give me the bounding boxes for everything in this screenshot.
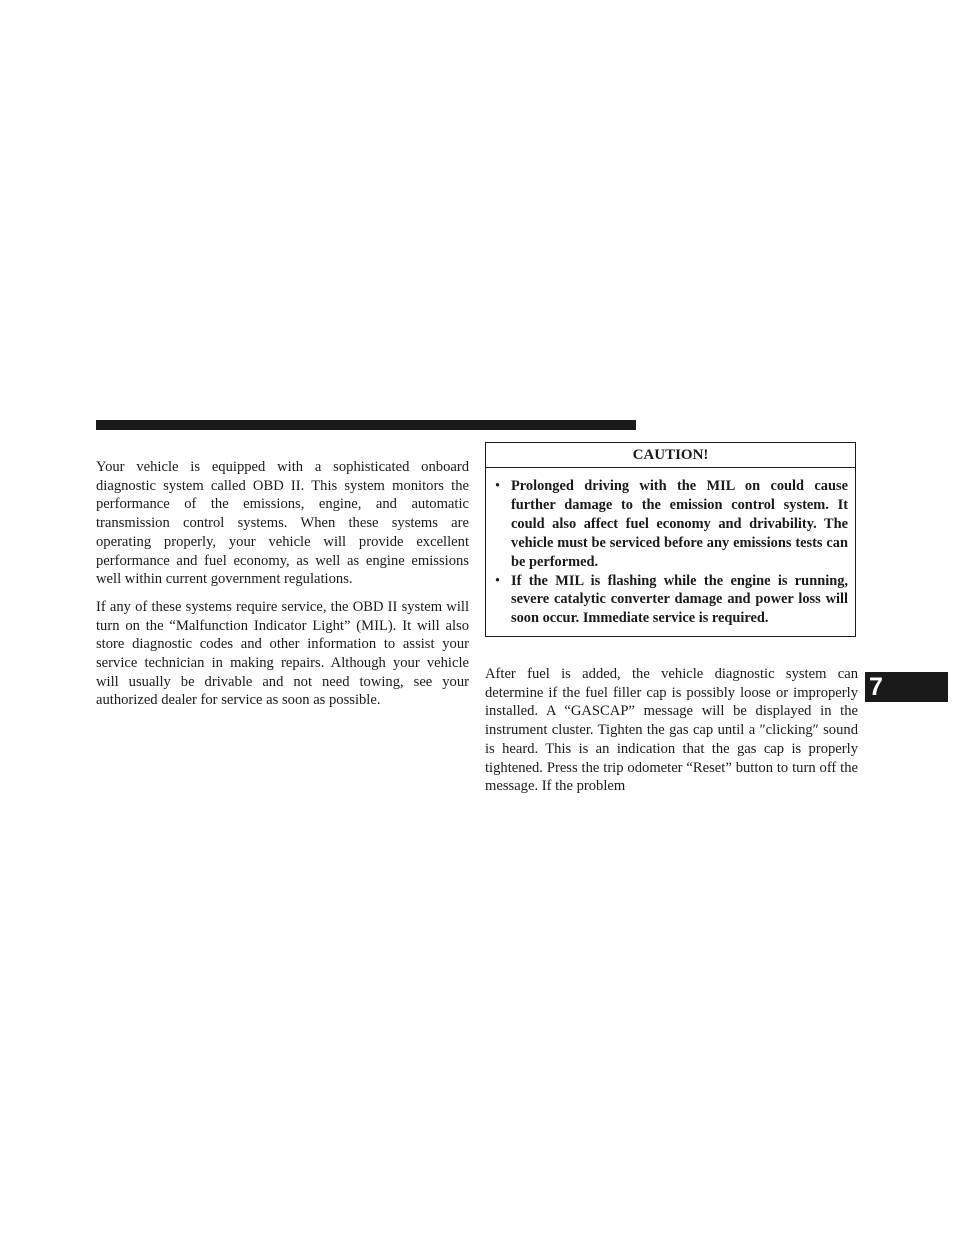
caution-item: • Prolonged driving with the MIL on could cause further damage to the emission control system. It could also affect fuel economy and drivability. The vehicle must be serviced before any emissions tests can be performed. bbox=[511, 477, 848, 572]
gascap-column bbox=[485, 665, 858, 796]
caution-list bbox=[486, 468, 855, 636]
chapter-tab: 7 bbox=[865, 672, 948, 702]
obd-paragraph-2: If any of these systems require service, the OBD II system will turn on the “Malfunction Indicator Light” (MIL). It will also store diagnostic codes and other information to assist your service technician in making repairs. Although your vehicle will usually be drivable and not need towing, see your authorized dealer for service as soon as possible. bbox=[96, 598, 469, 709]
gascap-paragraph: After fuel is added, the vehicle diagnostic system can determine if the fuel filler cap is possibly loose or improperly installed. A “GASCAP” message will be displayed in the instrument cluster. Tighten the gas cap until a ″clicking″ sound is heard. This is an indication that the gas cap is properly tightened. Press the trip odometer “Reset” button to turn off the message. If the problem bbox=[485, 666, 858, 795]
obd-paragraph-1: Your vehicle is equipped with a sophisticated onboard diagnostic system called OBD II. This system monitors the performance of the emissions, engine, and automatic transmission control systems. When these systems are operating properly, your vehicle will provide excellent performance and fuel economy, as well as engine emissions well within current government regulations. bbox=[96, 459, 469, 588]
caution-title: CAUTION! bbox=[486, 443, 855, 468]
obd-intro-column bbox=[96, 458, 469, 710]
section-rule bbox=[96, 420, 636, 430]
caution-item: • If the MIL is flashing while the engine is running, severe catalytic converter damage and power loss will soon occur. Immediate service is required. bbox=[511, 572, 848, 629]
caution-box bbox=[485, 442, 856, 637]
